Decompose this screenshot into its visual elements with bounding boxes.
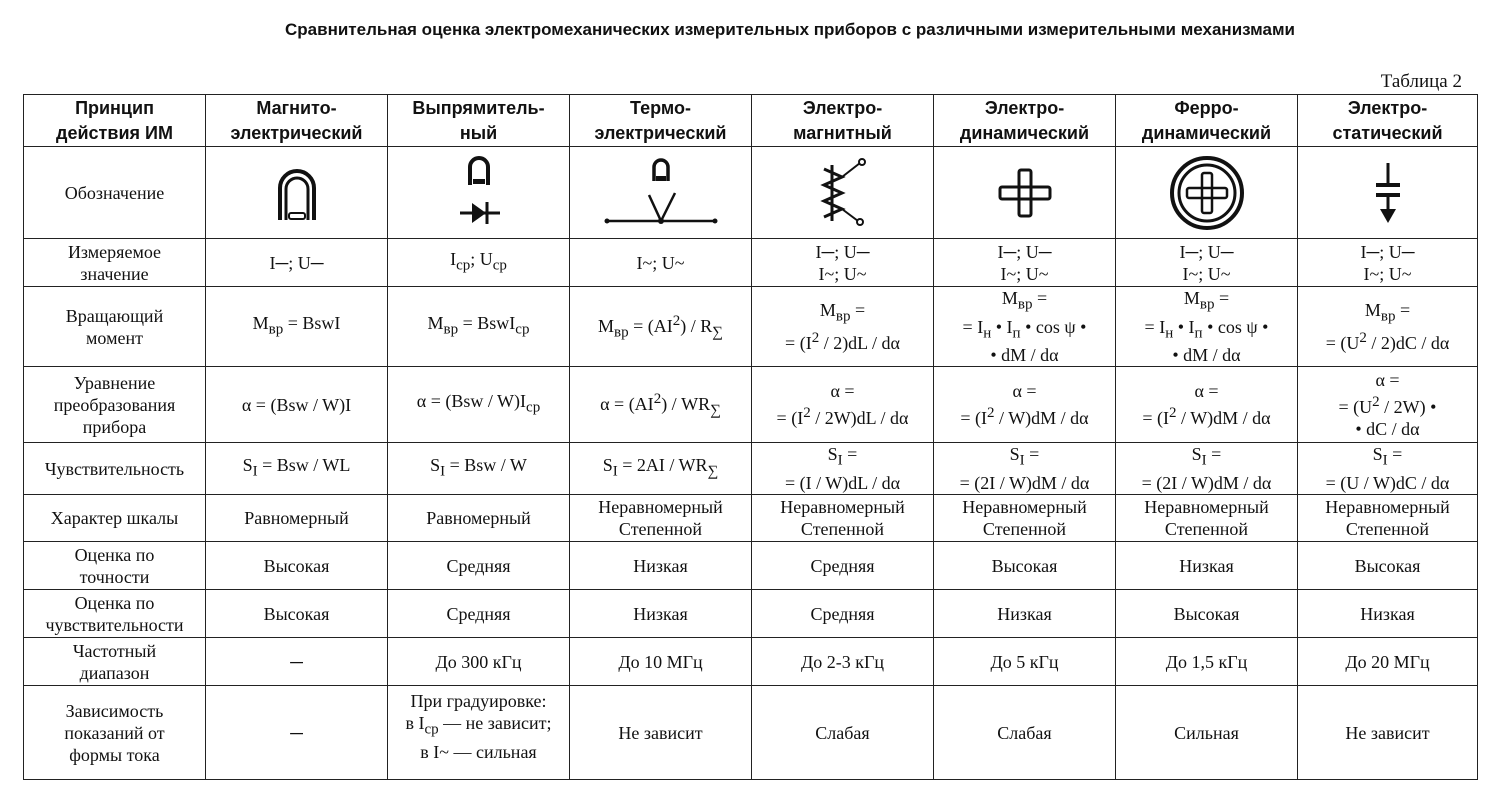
table-cell: I─; U─ I~; U~ (1298, 239, 1478, 287)
electromagnetic-symbol-icon (752, 147, 934, 239)
row-label: Уравнение преобразования прибора (24, 367, 206, 443)
table-cell: Равномерный (388, 495, 570, 542)
table-cell: Неравномерный Степенной (570, 495, 752, 542)
table-cell: Сильная (1116, 686, 1298, 780)
table-cell: Слабая (934, 686, 1116, 780)
table-cell: Неравномерный Степенной (934, 495, 1116, 542)
table-cell: I~; U~ (570, 239, 752, 287)
table-cell: $S_I$ = = (I / W)dL / dα (752, 443, 934, 495)
table-cell: До 2-3 кГц (752, 638, 934, 686)
table-row (24, 239, 1478, 287)
table-cell: До 1,5 кГц (1116, 638, 1298, 686)
table-cell: Низкая (570, 542, 752, 590)
header-row (24, 95, 1478, 147)
table-cell: $M_{вр}$ = = $(U^2 / 2)dC$ / dα (1298, 287, 1478, 367)
row-label: Вращающий момент (24, 287, 206, 367)
table-row (24, 367, 1478, 443)
table-cell: Равномерный (206, 495, 388, 542)
symbols-row (24, 147, 1478, 239)
header-electrodynamic: Электро- динамический (934, 95, 1116, 147)
table-title: Сравнительная оценка электромеханических измерительных приборов с различными измерительными механизмами (285, 20, 1295, 39)
table-cell: Низкая (570, 590, 752, 638)
thermoelectric-symbol-icon (570, 147, 752, 239)
table-cell: Низкая (1298, 590, 1478, 638)
table-cell: $S_I = 2AI / WR_\sum$ (570, 443, 752, 495)
table-cell: $M_{вр}$ = = $I_н$ • $I_п$ • cos ψ • • dM / dα (934, 287, 1116, 367)
table-cell: $M_{вр}$ = BswI$_{ср}$ (388, 287, 570, 367)
table-cell: $M_{вр}$ = = $I_н$ • $I_п$ • cos ψ • • dM / dα (1116, 287, 1298, 367)
table-cell: α = = $(I^2 / W)dM$ / dα (934, 367, 1116, 443)
table-cell: α = = $(I^2 / 2W)dL$ / dα (752, 367, 934, 443)
table-cell: Средняя (752, 590, 934, 638)
header-electrostatic: Электро- статический (1298, 95, 1478, 147)
row-label: Измеряемое значение (24, 239, 206, 287)
comparison-table (23, 94, 1478, 780)
table-cell: Неравномерный Степенной (1298, 495, 1478, 542)
table-cell: При градуировке: в $I_{ср}$ — не зависит; в I~ — сильная (388, 686, 570, 780)
table-cell: I─; U─ (206, 239, 388, 287)
table-cell: Высокая (1298, 542, 1478, 590)
table-cell: ─ (206, 638, 388, 686)
table-row (24, 590, 1478, 638)
table-cell: Средняя (752, 542, 934, 590)
row-label: Зависимость показаний от формы тока (24, 686, 206, 780)
row-label: Чувствительность (24, 443, 206, 495)
table-cell: $\alpha = (AI^2) / WR_\sum$ (570, 367, 752, 443)
row-label: Оценка по точности (24, 542, 206, 590)
header-ferrodynamic: Ферро- динамический (1116, 95, 1298, 147)
table-cell: $S_I$ = = (U / W)dC / dα (1298, 443, 1478, 495)
table-cell: До 20 МГц (1298, 638, 1478, 686)
table-cell: α = = $(I^2 / W)dM$ / dα (1116, 367, 1298, 443)
table-cell: Высокая (1116, 590, 1298, 638)
table-cell: $S_I$ = = (2I / W)dM / dα (1116, 443, 1298, 495)
row-label: Частотный диапазон (24, 638, 206, 686)
table-cell: $S_I$ = Bsw / W (388, 443, 570, 495)
row-label: Оценка по чувствительности (24, 590, 206, 638)
table-cell: До 300 кГц (388, 638, 570, 686)
table-cell: До 5 кГц (934, 638, 1116, 686)
table-row (24, 542, 1478, 590)
table-row (24, 638, 1478, 686)
table-cell: Средняя (388, 542, 570, 590)
table-cell: Неравномерный Степенной (1116, 495, 1298, 542)
table-cell: Слабая (752, 686, 934, 780)
header-electromagnetic: Электро- магнитный (752, 95, 934, 147)
row-label: Обозначение (24, 147, 206, 239)
rectifier-symbol-icon (388, 147, 570, 239)
table-cell: Средняя (388, 590, 570, 638)
table-cell: До 10 МГц (570, 638, 752, 686)
table-cell: α = = $(U^2 / 2W)$ • • dC / dα (1298, 367, 1478, 443)
row-label: Характер шкалы (24, 495, 206, 542)
table-cell: Высокая (934, 542, 1116, 590)
header-magnetoelectric: Магнито- электрический (206, 95, 388, 147)
table-cell: Высокая (206, 590, 388, 638)
header-rectifier: Выпрямитель- ный (388, 95, 570, 147)
table-cell: $\alpha = (Bsw / W)I_{ср}$ (388, 367, 570, 443)
table-cell: α = (Bsw / W)I (206, 367, 388, 443)
table-cell: $M_{вр}$ = = $(I^2 / 2)dL$ / dα (752, 287, 934, 367)
table-cell: I─; U─ I~; U~ (1116, 239, 1298, 287)
header-principle: Принцип действия ИМ (24, 95, 206, 147)
table-row (24, 443, 1478, 495)
table-cell: $M_{вр}$ = BswI (206, 287, 388, 367)
electrodynamic-symbol-icon (934, 147, 1116, 239)
table-cell: $S_I$ = = (2I / W)dM / dα (934, 443, 1116, 495)
header-thermoelectric: Термо- электрический (570, 95, 752, 147)
ferrodynamic-symbol-icon (1116, 147, 1298, 239)
table-cell: Высокая (206, 542, 388, 590)
table-cell: Низкая (1116, 542, 1298, 590)
table-cell: Неравномерный Степенной (752, 495, 934, 542)
magnetoelectric-symbol-icon (206, 147, 388, 239)
electrostatic-symbol-icon (1298, 147, 1478, 239)
table-row (24, 686, 1478, 780)
table-cell: Низкая (934, 590, 1116, 638)
table-cell: Не зависит (1298, 686, 1478, 780)
table-cell: $I_{ср}$; $U_{ср}$ (388, 239, 570, 287)
table-cell: ─ (206, 686, 388, 780)
table-row (24, 495, 1478, 542)
table-cell: $M_{вр} = (AI^2) / R_\sum$ (570, 287, 752, 367)
table-row (24, 287, 1478, 367)
table-cell: Не зависит (570, 686, 752, 780)
table-cell: $S_I$ = Bsw / WL (206, 443, 388, 495)
table-cell: I─; U─ I~; U~ (934, 239, 1116, 287)
table-cell: I─; U─ I~; U~ (752, 239, 934, 287)
table-number: Таблица 2 (1380, 71, 1462, 92)
